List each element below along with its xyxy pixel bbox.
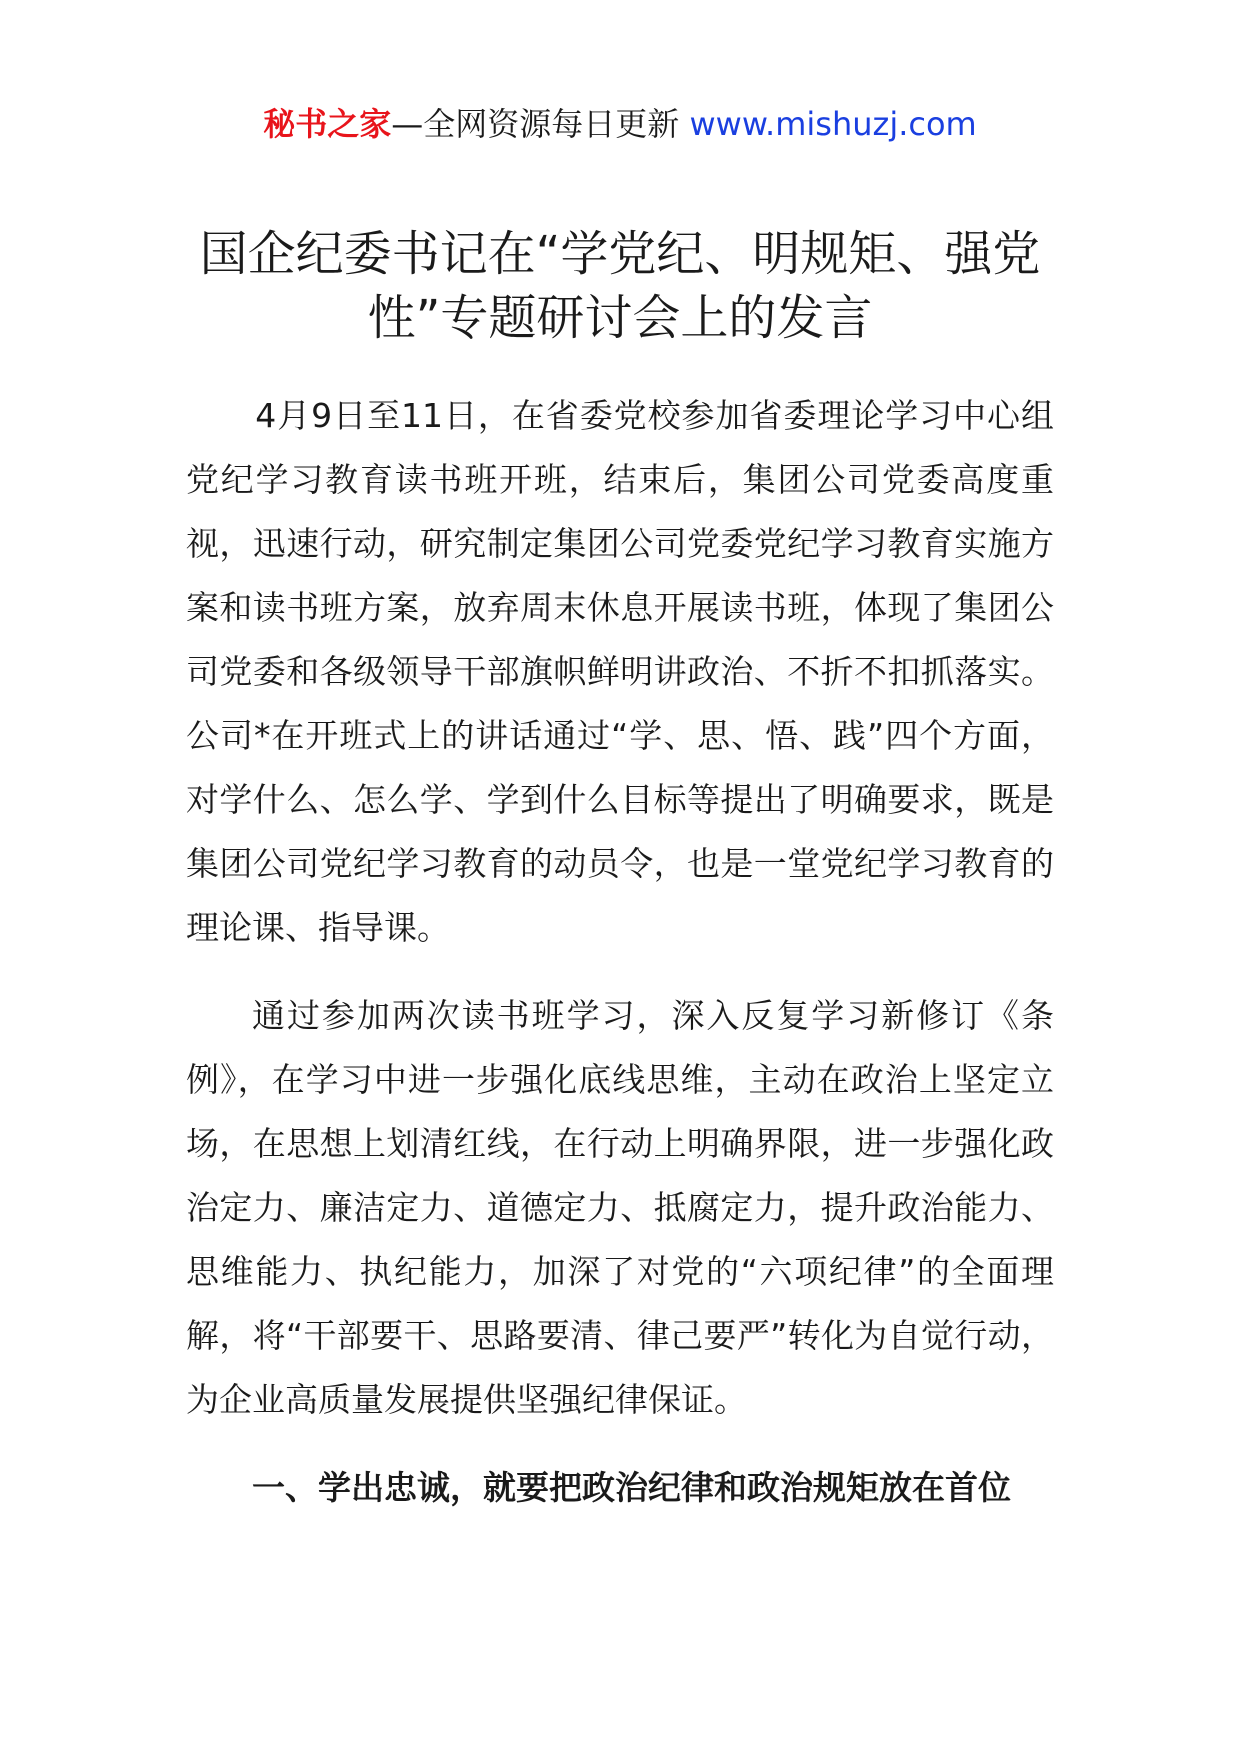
banner-tagline: —全网资源每日更新	[391, 105, 680, 143]
site-banner	[0, 100, 1240, 148]
section-heading: 一、学出忠诚，就要把政治纪律和政治规矩放在首位	[252, 1468, 1011, 1507]
body-paragraph: 4月9日至11日，在省委党校参加省委理论学习中心组党纪学习教育读书班开班，结束后，集团公司党委高度重视，迅速行动，研究制定集团公司党委党纪学习教育实施方案和读书班方案，放弃周末休息开展读书班，体现了集团公司党委和各级领导干部旗帜鲜明讲政治、不折不扣抓落实。公司*在开班式上的讲话通过“学、思、悟、践”四个方面，对学什么、怎么学、学到什么目标等提出了明确要求，既是集团公司党纪学习教育的动员令，也是一堂党纪学习教育的理论课、指导课。	[186, 396, 1054, 947]
body-paragraph: 通过参加两次读书班学习，深入反复学习新修订《条例》，在学习中进一步强化底线思维，主动在政治上坚定立场，在思想上划清红线，在行动上明确界限，进一步强化政治定力、廉洁定力、道德定力、抵腐定力，提升政治能力、思维能力、执纪能力，加深了对党的“六项纪律”的全面理解，将“干部要干、思路要清、律己要严”转化为自觉行动，为企业高质量发展提供坚强纪律保证。	[186, 996, 1054, 1419]
brand-name: 秘书之家	[263, 105, 392, 143]
site-url-link[interactable]: www.mishuzj.com	[689, 105, 977, 143]
document-body	[186, 384, 1054, 1520]
document-title: 国企纪委书记在“学党纪、明规矩、强党性”专题研讨会上的发言	[199, 226, 1041, 346]
